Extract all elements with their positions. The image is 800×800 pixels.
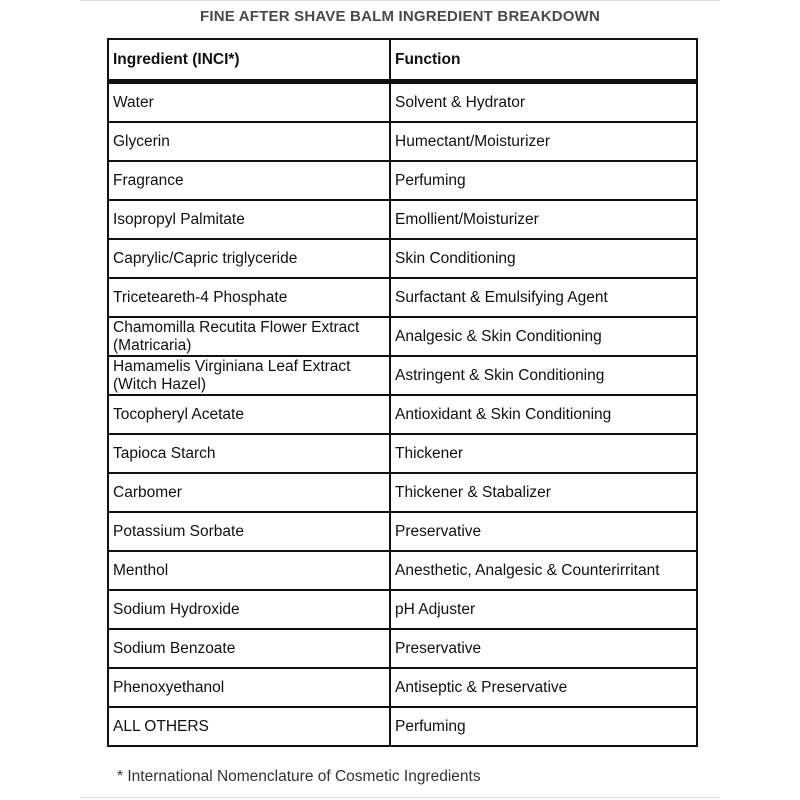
ingredient-cell: Tocopheryl Acetate <box>108 395 390 434</box>
function-cell: Humectant/Moisturizer <box>390 122 697 161</box>
ingredient-cell: Water <box>108 82 390 123</box>
function-cell: pH Adjuster <box>390 590 697 629</box>
ingredient-table <box>107 38 698 747</box>
table-row <box>108 668 697 707</box>
ingredient-cell: Glycerin <box>108 122 390 161</box>
ingredient-cell: Potassium Sorbate <box>108 512 390 551</box>
ingredient-cell: Tapioca Starch <box>108 434 390 473</box>
table-row <box>108 317 697 356</box>
ingredient-cell: Hamamelis Virginiana Leaf Extract (Witch Hazel) <box>108 356 390 395</box>
table-row <box>108 239 697 278</box>
function-cell: Anesthetic, Analgesic & Counterirritant <box>390 551 697 590</box>
function-cell: Solvent & Hydrator <box>390 82 697 123</box>
function-cell: Perfuming <box>390 707 697 746</box>
ingredient-cell: Triceteareth-4 Phosphate <box>108 278 390 317</box>
table-row <box>108 278 697 317</box>
table-row <box>108 122 697 161</box>
table-row <box>108 629 697 668</box>
bottom-divider <box>80 797 720 798</box>
table-header-row <box>108 39 697 82</box>
ingredient-cell: Sodium Benzoate <box>108 629 390 668</box>
ingredient-cell: ALL OTHERS <box>108 707 390 746</box>
table-row <box>108 356 697 395</box>
ingredient-cell: Phenoxyethanol <box>108 668 390 707</box>
function-cell: Astringent & Skin Conditioning <box>390 356 697 395</box>
function-cell: Preservative <box>390 512 697 551</box>
table-row <box>108 512 697 551</box>
table-row <box>108 473 697 512</box>
function-cell: Skin Conditioning <box>390 239 697 278</box>
ingredient-cell: Menthol <box>108 551 390 590</box>
top-divider <box>80 0 720 1</box>
ingredient-cell: Fragrance <box>108 161 390 200</box>
function-cell: Analgesic & Skin Conditioning <box>390 317 697 356</box>
table-row <box>108 161 697 200</box>
function-cell: Emollient/Moisturizer <box>390 200 697 239</box>
table-row <box>108 82 697 123</box>
ingredient-cell: Sodium Hydroxide <box>108 590 390 629</box>
table-body <box>108 82 697 747</box>
ingredient-cell: Carbomer <box>108 473 390 512</box>
column-header-function: Function <box>390 39 697 82</box>
ingredient-cell: Chamomilla Recutita Flower Extract (Matricaria) <box>108 317 390 356</box>
table-row <box>108 590 697 629</box>
function-cell: Antioxidant & Skin Conditioning <box>390 395 697 434</box>
column-header-ingredient: Ingredient (INCI*) <box>108 39 390 82</box>
function-cell: Perfuming <box>390 161 697 200</box>
table-row <box>108 434 697 473</box>
footnote: * International Nomenclature of Cosmetic Ingredients <box>117 768 481 785</box>
ingredient-cell: Isopropyl Palmitate <box>108 200 390 239</box>
function-cell: Thickener & Stabalizer <box>390 473 697 512</box>
function-cell: Preservative <box>390 629 697 668</box>
function-cell: Surfactant & Emulsifying Agent <box>390 278 697 317</box>
page-title: FINE AFTER SHAVE BALM INGREDIENT BREAKDOWN <box>199 8 601 25</box>
table-row <box>108 551 697 590</box>
ingredient-cell: Caprylic/Capric triglyceride <box>108 239 390 278</box>
table-row <box>108 395 697 434</box>
table-row <box>108 707 697 746</box>
table-row <box>108 200 697 239</box>
function-cell: Antiseptic & Preservative <box>390 668 697 707</box>
function-cell: Thickener <box>390 434 697 473</box>
